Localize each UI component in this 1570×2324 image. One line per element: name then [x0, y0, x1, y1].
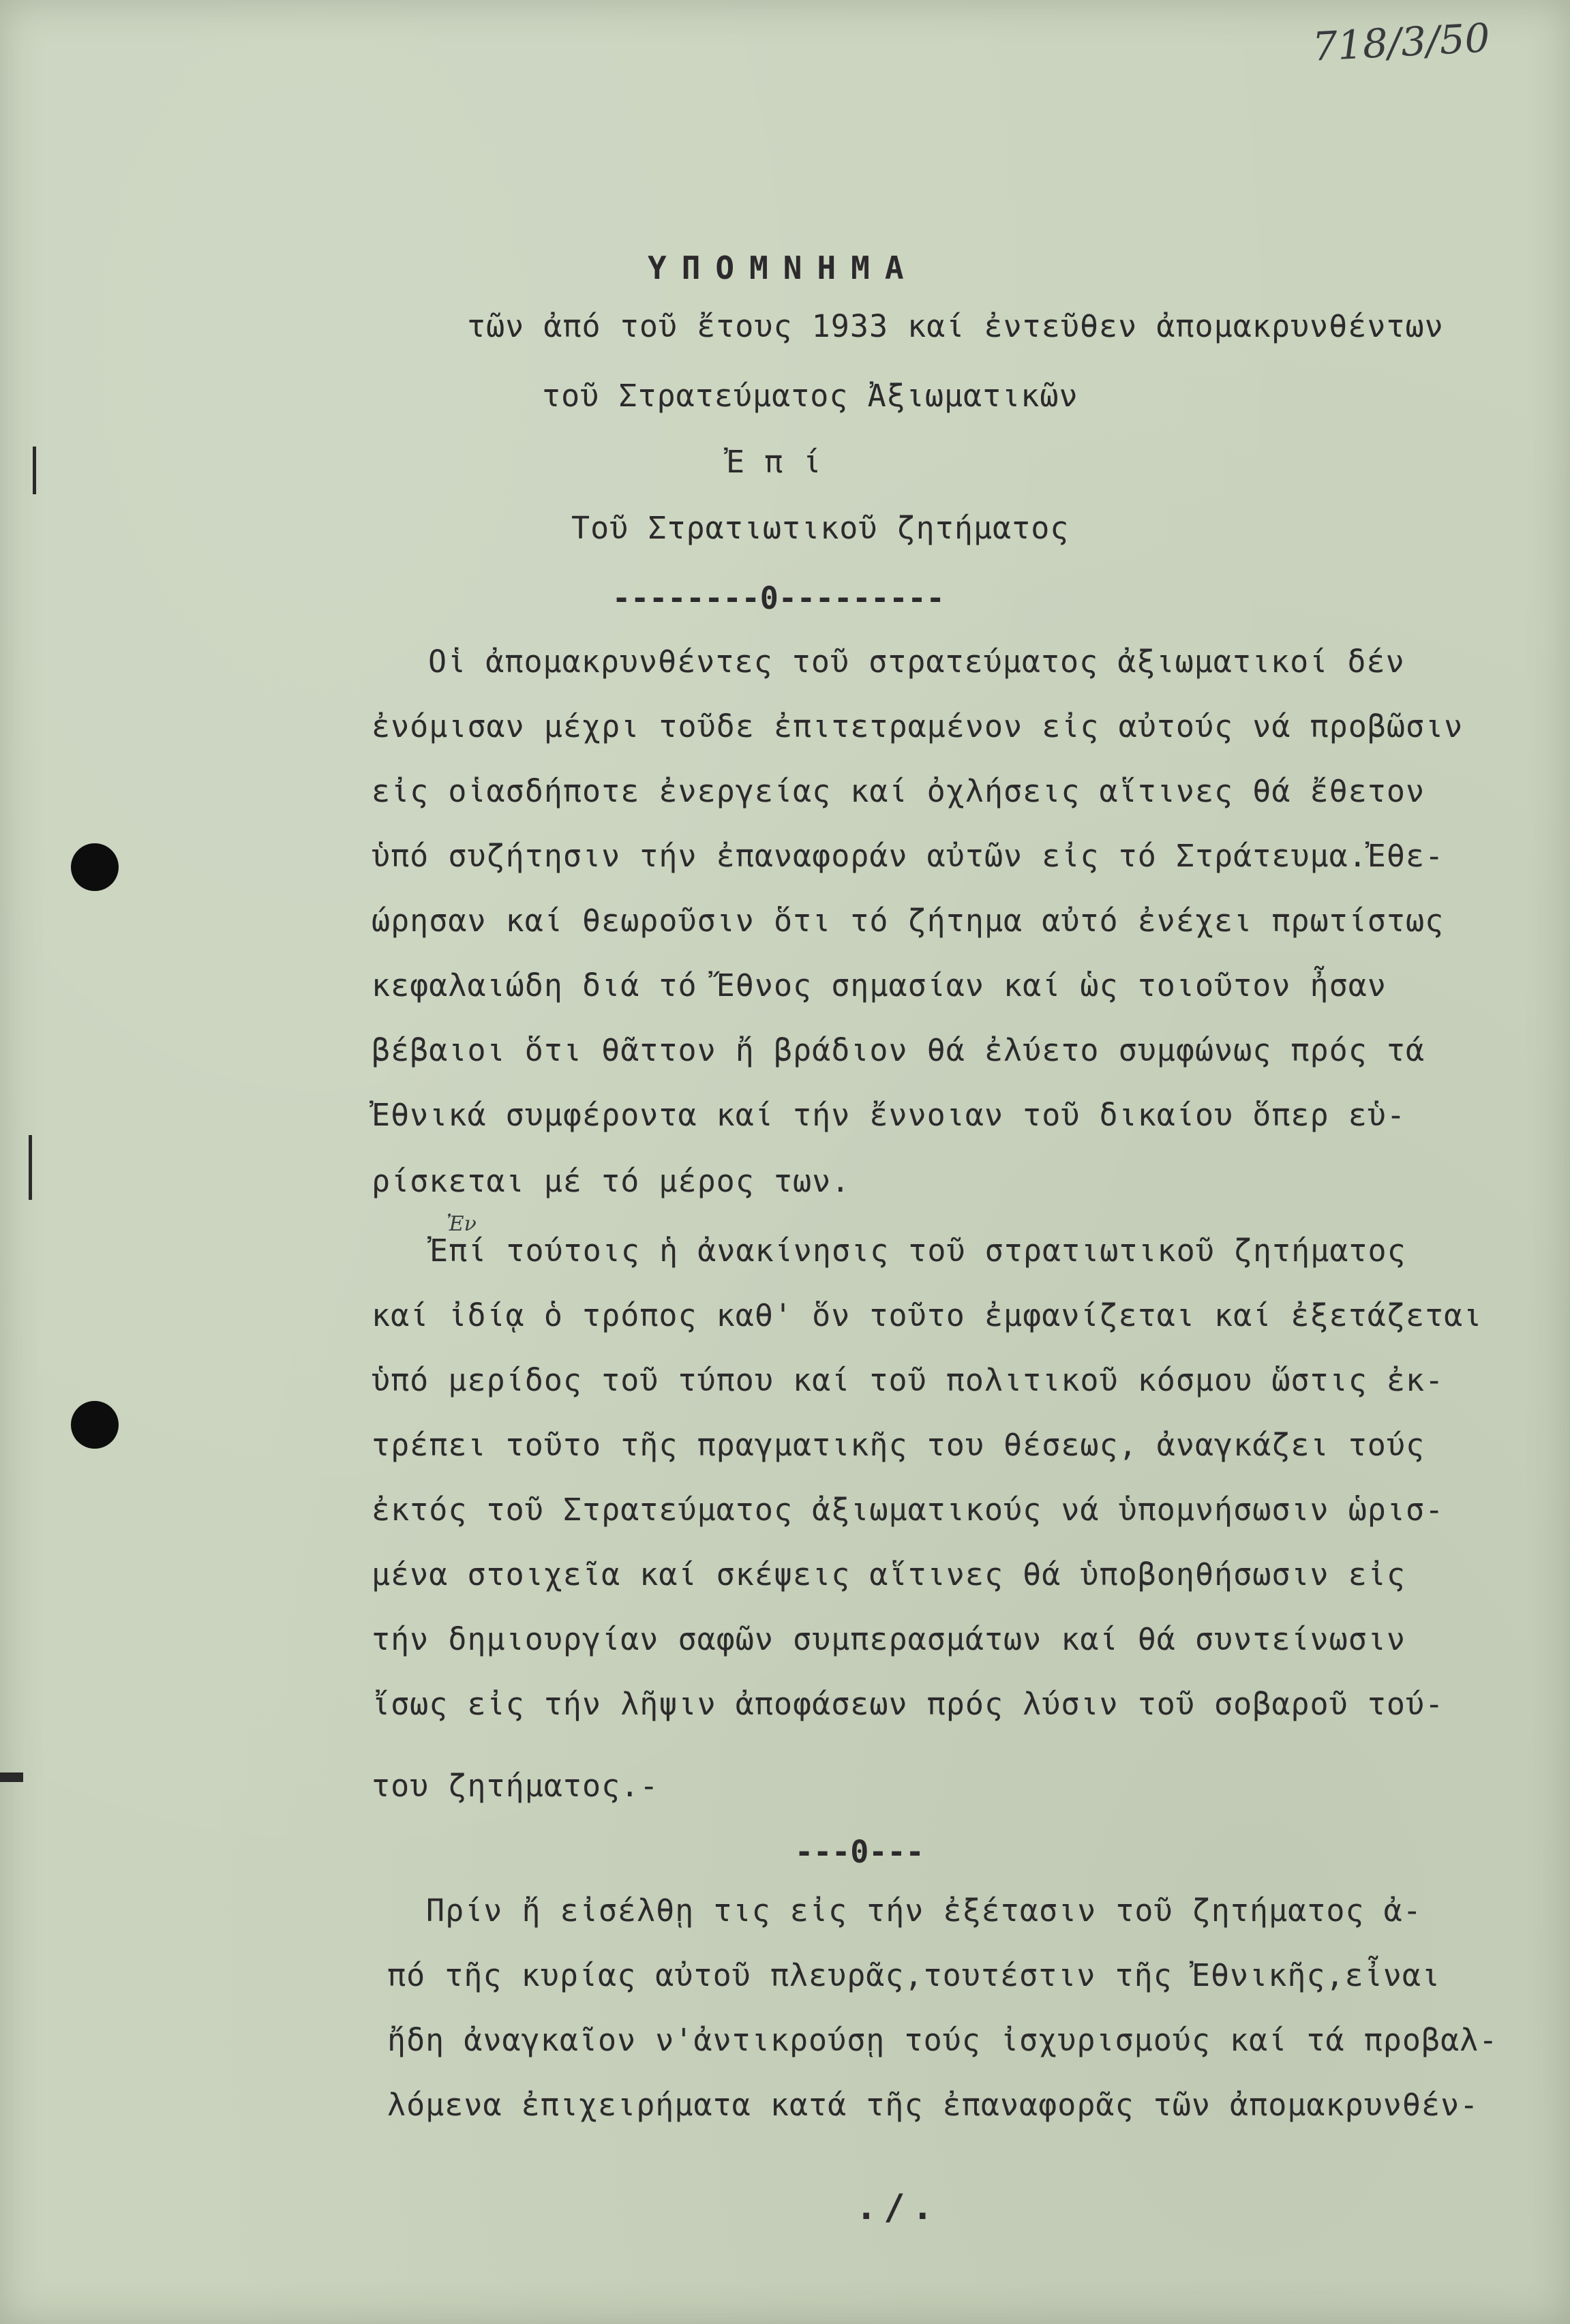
punch-hole-bottom: [71, 1401, 119, 1449]
separator: --------0---------: [612, 580, 945, 616]
text-line: βέβαιοι ὅτι θᾶττον ἤ βράδιον θά ἐλύετο συμφώνως πρός τά: [372, 1032, 1425, 1068]
separator: ---0---: [795, 1834, 924, 1870]
text-line: καί ἰδίᾳ ὁ τρόπος καθ' ὅν τοῦτο ἐμφανίζεται καί ἐξετάζεται: [372, 1297, 1483, 1333]
text-line: ἐκτός τοῦ Στρατεύματος ἀξιωματικούς νά ὑπομνήσωσιν ὡρισ-: [372, 1492, 1445, 1528]
heading-line-4: Τοῦ Στρατιωτικοῦ ζητήματος: [571, 510, 1070, 546]
text-line: τήν δημιουργίαν σαφῶν συμπερασμάτων καί θά συντείνωσιν: [372, 1621, 1406, 1657]
archive-reference-number: 718/3/50: [1311, 14, 1492, 70]
text-line: τρέπει τοῦτο τῆς πραγματικῆς του θέσεως, ἀναγκάζει τούς: [372, 1427, 1425, 1463]
heading-line-3: Ἐ π ί: [726, 444, 822, 480]
handwritten-annotation: Ἐν: [447, 1212, 477, 1236]
heading-line-1: τῶν ἀπό τοῦ ἔτους 1933 καί ἐντεῦθεν ἀπομακρυνθέντων: [467, 308, 1444, 344]
text-line: πό τῆς κυρίας αὐτοῦ πλευρᾶς,τουτέστιν τῆς Ἐθνικῆς,εἶναι: [387, 1957, 1441, 1993]
text-line: ρίσκεται μέ τό μέρος των.: [372, 1163, 851, 1199]
heading-line-2: τοῦ Στρατεύματος Ἀξιωματικῶν: [542, 378, 1078, 414]
text-line: ὑπό συζήτησιν τήν ἐπαναφοράν αὐτῶν εἰς τό Στράτευμα.Ἐθε-: [372, 838, 1445, 874]
text-line: ἤδη ἀναγκαῖον ν'ἀντικρούσῃ τούς ἰσχυρισμούς καί τά προβαλ-: [387, 2022, 1498, 2058]
text-line: Πρίν ἤ εἰσέλθῃ τις εἰς τήν ἐξέτασιν τοῦ ζητήματος ἀ-: [426, 1892, 1422, 1929]
text-line: ἴσως εἰς τήν λῆψιν ἀποφάσεων πρός λύσιν τοῦ σοβαροῦ τού-: [372, 1686, 1445, 1722]
text-line: μένα στοιχεῖα καί σκέψεις αἵτινες θά ὑποβοηθήσωσιν εἰς: [372, 1556, 1406, 1593]
document-title: ΥΠΟΜΝΗΜΑ: [648, 250, 919, 286]
margin-mark: [33, 447, 36, 494]
text-line: Ἐπί τούτοις ἡ ἀνακίνησις τοῦ στρατιωτικοῦ ζητήματος: [429, 1233, 1406, 1269]
punch-hole-top: [71, 843, 119, 891]
text-line: ἐνόμισαν μέχρι τοῦδε ἐπιτετραμένον εἰς αὐτούς νά προβῶσιν: [372, 708, 1464, 744]
text-line: του ζητήματος.-: [372, 1768, 659, 1804]
text-line: κεφαλαιώδη διά τό Ἔθνος σημασίαν καί ὡς τοιοῦτον ἦσαν: [372, 967, 1387, 1003]
page-continuation-mark: ./.: [856, 2187, 940, 2228]
text-line: Ἐθνικά συμφέροντα καί τήν ἔννοιαν τοῦ δικαίου ὅπερ εὑ-: [372, 1097, 1406, 1133]
text-line: Οἱ ἀπομακρυνθέντες τοῦ στρατεύματος ἀξιωματικοί δέν: [428, 644, 1405, 680]
margin-mark: [29, 1135, 32, 1200]
text-line: ὑπό μερίδος τοῦ τύπου καί τοῦ πολιτικοῦ κόσμου ὥστις ἐκ-: [372, 1362, 1445, 1398]
text-line: λόμενα ἐπιχειρήματα κατά τῆς ἐπαναφορᾶς τῶν ἀπομακρυνθέν-: [387, 2087, 1479, 2123]
text-line: ώρησαν καί θεωροῦσιν ὅτι τό ζήτημα αὐτό ἐνέχει πρωτίστως: [372, 903, 1445, 939]
margin-mark: [0, 1772, 23, 1782]
text-line: εἰς οἱασδήποτε ἐνεργείας καί ὀχλήσεις αἵτινες θά ἔθετον: [372, 773, 1425, 809]
